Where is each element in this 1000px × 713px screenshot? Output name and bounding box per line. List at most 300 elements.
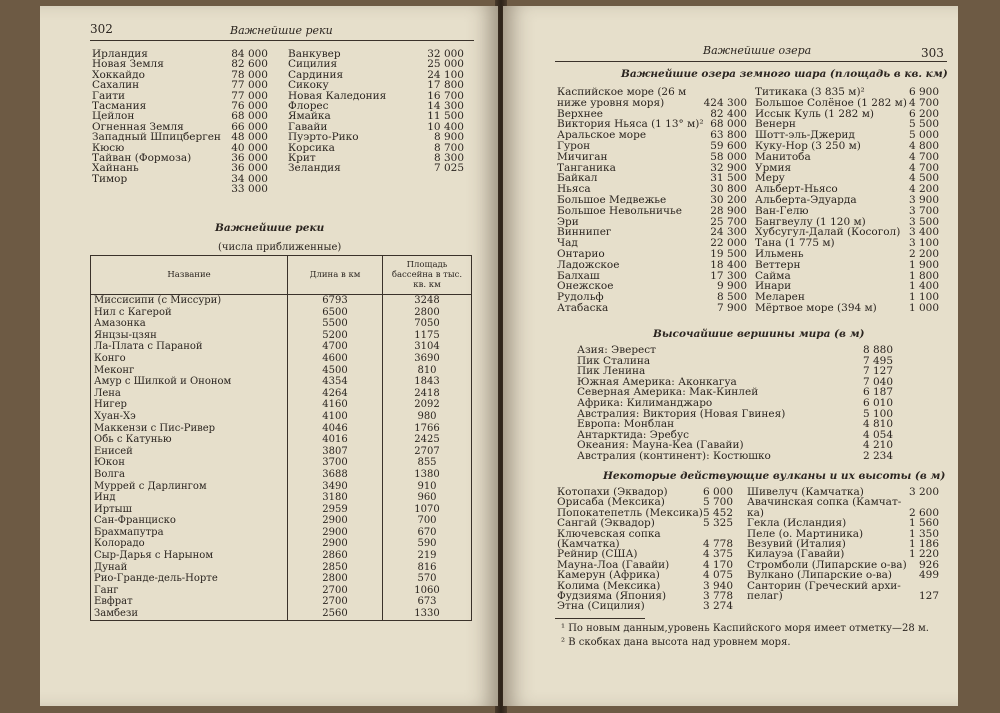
volcano-value: 3 940 xyxy=(702,579,733,592)
river-name: Янцзы-цзян xyxy=(91,330,288,342)
river-area: 570 xyxy=(383,573,472,585)
river-name: Лена xyxy=(91,388,288,400)
river-area: 816 xyxy=(383,562,472,574)
volcano-name: Ключевская сопка xyxy=(557,527,661,540)
peak-name: Европа: Монблан xyxy=(577,418,675,431)
island-value: 84 000 xyxy=(231,48,268,60)
island-value: 8 700 xyxy=(433,141,464,154)
table-row xyxy=(91,596,472,608)
river-area: 1766 xyxy=(383,423,472,435)
island-value: 8 900 xyxy=(433,131,464,144)
volcano-name: Рейнир (США) xyxy=(557,548,638,561)
table-row xyxy=(91,318,472,330)
island-name: Сикоку xyxy=(288,79,329,92)
lake-name: Урмия xyxy=(755,161,792,174)
lake-value: 6 900 xyxy=(908,86,939,98)
island-value: 16 700 xyxy=(427,89,464,102)
island-value: 11 500 xyxy=(427,110,464,123)
table-row xyxy=(91,365,472,377)
lake-value: 22 000 xyxy=(710,237,747,250)
island-value: 24 100 xyxy=(427,68,464,81)
lake-value: 30 200 xyxy=(710,194,747,206)
lake-value: 25 700 xyxy=(710,215,747,228)
river-area: 980 xyxy=(383,411,472,423)
lake-name: Большое Невольничье xyxy=(557,204,682,217)
island-value: 48 000 xyxy=(231,131,268,144)
footnote-2: ² В скобках дана высота над уровнем моря. xyxy=(561,637,791,648)
lake-name: Большое Медвежье xyxy=(557,194,667,206)
volcano-name: Килауэа (Гавайи) xyxy=(747,548,845,561)
lake-name: Тана (1 775 м) xyxy=(755,237,835,250)
island-value: 78 000 xyxy=(231,68,268,81)
lake-value: 1 400 xyxy=(908,280,939,293)
island-name: Гавайи xyxy=(288,120,328,133)
lake-name: Венерн xyxy=(755,118,796,131)
table-row xyxy=(91,434,472,446)
lake-value: 59 600 xyxy=(710,140,747,152)
table-row xyxy=(91,457,472,469)
lake-value: 4 700 xyxy=(908,96,939,109)
river-area: 2092 xyxy=(383,399,472,411)
peak-value: 5 100 xyxy=(862,407,893,420)
river-name: Меконг xyxy=(91,365,288,377)
lake-name: Большое Солёное (1 282 м) xyxy=(755,96,907,109)
peak-name: Африка: Килиманджаро xyxy=(577,397,713,409)
river-length: 4354 xyxy=(288,376,383,388)
table-row xyxy=(91,562,472,574)
table-row xyxy=(91,330,472,342)
island-name: Зеландия xyxy=(288,162,341,175)
lake-value: 6 200 xyxy=(908,107,939,120)
river-area: 1843 xyxy=(383,376,472,388)
volcano-value: 4 075 xyxy=(702,569,733,582)
volcano-value: 127 xyxy=(918,590,939,602)
river-length: 2860 xyxy=(288,550,383,562)
volcano-value: 4 375 xyxy=(702,548,733,561)
volcano-name: Котопахи (Эквадор) xyxy=(557,486,668,498)
rivers-subtitle: (числа приближенные) xyxy=(218,242,342,253)
river-name: Миссисипи (с Миссури) xyxy=(91,295,288,307)
island-value: 36 000 xyxy=(231,152,268,164)
river-name: Иртыш xyxy=(91,504,288,516)
lake-value: 1 800 xyxy=(908,269,939,282)
lake-value: 19 500 xyxy=(710,248,747,260)
river-name: Обь с Катунью xyxy=(91,434,288,446)
volcano-value: 3 778 xyxy=(702,590,733,602)
peak-value: 4 810 xyxy=(862,418,893,431)
lake-name: Ладожское xyxy=(557,258,620,271)
peak-value: 2 234 xyxy=(862,450,893,462)
river-area: 700 xyxy=(383,515,472,527)
river-area: 2800 xyxy=(383,307,472,319)
lake-value: 68 000 xyxy=(710,118,747,131)
lake-name: Аральское море xyxy=(557,129,647,142)
lake-value: 7 900 xyxy=(716,302,747,314)
volcano-name: Пеле (о. Мартиника) xyxy=(747,527,864,540)
peak-value: 7 495 xyxy=(862,354,893,367)
island-name: Хоккайдо xyxy=(92,68,145,81)
volcano-name: Фудзияма (Япония) xyxy=(557,590,667,602)
table-row xyxy=(91,469,472,481)
lake-value: 8 500 xyxy=(716,291,747,304)
island-name: Цейлон xyxy=(92,110,135,123)
lake-name: Чад xyxy=(557,237,578,250)
lake-name: Мичиган xyxy=(557,150,608,163)
table-row xyxy=(91,446,472,458)
river-length: 4160 xyxy=(288,399,383,411)
river-area: 1060 xyxy=(383,585,472,597)
lakes-title: Важнейшие озера земного шара (площадь в кв. км) xyxy=(621,68,948,80)
island-value: 7 025 xyxy=(433,162,464,175)
footnote-rule xyxy=(555,618,645,619)
river-area: 670 xyxy=(383,527,472,539)
river-length: 4046 xyxy=(288,423,383,435)
table-row xyxy=(91,585,472,597)
volcano-value: 5 325 xyxy=(702,517,733,530)
river-area: 810 xyxy=(383,365,472,377)
river-name: Сыр-Дарья с Нарыном xyxy=(91,550,288,562)
table-row xyxy=(91,376,472,388)
river-area: 3104 xyxy=(383,341,472,353)
river-length: 3688 xyxy=(288,469,383,481)
peak-name: Пик Ленина xyxy=(577,365,646,378)
lake-value: 31 500 xyxy=(710,172,747,185)
volcano-name: Авачинская сопка (Камчат- xyxy=(747,496,902,509)
river-name: Муррей с Дарлингом xyxy=(91,481,288,493)
island-value: 36 000 xyxy=(231,162,268,175)
river-area: 2425 xyxy=(383,434,472,446)
peak-value: 6 187 xyxy=(862,386,893,399)
island-name: Ирландия xyxy=(92,48,148,60)
rivers-title: Важнейшие реки xyxy=(215,222,325,234)
lake-name: Бангвеулу (1 120 м) xyxy=(755,215,866,228)
lake-name: Балхаш xyxy=(557,269,600,282)
river-name: Енисей xyxy=(91,446,288,458)
island-name: Сицилия xyxy=(288,58,338,71)
lake-name: Танганика xyxy=(557,161,616,174)
table-row xyxy=(91,411,472,423)
lake-name: Онежское xyxy=(557,280,614,293)
river-length: 3180 xyxy=(288,492,383,504)
river-area: 960 xyxy=(383,492,472,504)
island-name: Тайван (Формоза) xyxy=(92,152,192,164)
lake-value: 4 700 xyxy=(908,161,939,174)
lake-name: Верхнее xyxy=(557,107,603,120)
river-length: 4100 xyxy=(288,411,383,423)
lake-value: 424 300 xyxy=(703,96,747,109)
table-row xyxy=(91,608,472,620)
peak-name: Океания: Мауна-Кеа (Гавайи) xyxy=(577,439,744,452)
col-header-name: Название xyxy=(91,256,288,295)
table-row xyxy=(91,481,472,493)
river-area: 590 xyxy=(383,538,472,550)
river-area: 3248 xyxy=(383,295,472,307)
island-value: 76 000 xyxy=(231,100,268,112)
river-length: 4016 xyxy=(288,434,383,446)
volcano-name: Стромболи (Липарские о-ва) xyxy=(747,558,907,571)
island-name: Сардиния xyxy=(288,68,344,81)
lake-value: 18 400 xyxy=(710,258,747,271)
river-area: 855 xyxy=(383,457,472,469)
river-length: 3490 xyxy=(288,481,383,493)
river-length: 4500 xyxy=(288,365,383,377)
river-name: Волга xyxy=(91,469,288,481)
table-row xyxy=(91,353,472,365)
river-name: Ганг xyxy=(91,585,288,597)
river-length: 6793 xyxy=(288,295,383,307)
river-length: 2700 xyxy=(288,585,383,597)
river-area: 1380 xyxy=(383,469,472,481)
river-name: Нигер xyxy=(91,399,288,411)
river-length: 2560 xyxy=(288,608,383,620)
island-name: Флорес xyxy=(288,100,329,112)
table-row xyxy=(91,341,472,353)
river-length: 4264 xyxy=(288,388,383,400)
river-length: 4700 xyxy=(288,341,383,353)
island-name: Пуэрто-Рико xyxy=(288,131,359,144)
island-name: Ямайка xyxy=(288,110,331,123)
lake-value: 4 800 xyxy=(908,140,939,152)
volcano-name: Орисаба (Мексика) xyxy=(557,496,665,509)
island-value: 77 000 xyxy=(231,89,268,102)
river-length: 6500 xyxy=(288,307,383,319)
lake-name: Мёртвое море (394 м) xyxy=(755,302,877,314)
island-name: Новая Земля xyxy=(92,58,164,71)
peak-value: 4 054 xyxy=(862,428,893,441)
lake-value: 9 900 xyxy=(716,280,747,293)
volcano-name: Мауна-Лоа (Гавайи) xyxy=(557,558,670,571)
island-name: Западный Шпицберген xyxy=(92,131,221,144)
river-name: Инд xyxy=(91,492,288,504)
table-row xyxy=(91,307,472,319)
lake-name: Альберта-Эдуарда xyxy=(755,194,857,206)
island-value: 17 800 xyxy=(427,79,464,92)
river-length: 2900 xyxy=(288,515,383,527)
lake-value: 5 000 xyxy=(908,129,939,142)
peak-value: 7 127 xyxy=(862,365,893,378)
lake-name: Онтарио xyxy=(557,248,605,260)
lake-value: 32 900 xyxy=(710,161,747,174)
lake-name: Хубсугул-Далай (Косогол) xyxy=(755,226,901,239)
island-name: Ванкувер xyxy=(288,48,341,60)
lake-value: 1 900 xyxy=(908,258,939,271)
island-name: Крит xyxy=(288,152,316,164)
river-length: 2900 xyxy=(288,527,383,539)
river-length: 2900 xyxy=(288,538,383,550)
river-area: 2418 xyxy=(383,388,472,400)
volcano-value: 6 000 xyxy=(702,486,733,498)
island-name: Гаити xyxy=(92,89,126,102)
river-name: Амур с Шилкой и Ононом xyxy=(91,376,288,388)
river-area: 219 xyxy=(383,550,472,562)
peak-name: Азия: Эверест xyxy=(577,344,656,356)
volcano-value: 1 186 xyxy=(908,538,939,550)
river-length: 3807 xyxy=(288,446,383,458)
river-area: 1175 xyxy=(383,330,472,342)
island-name: Корсика xyxy=(288,141,335,154)
volcano-name: Гекла (Исландия) xyxy=(747,517,847,530)
river-area: 1330 xyxy=(383,608,472,620)
island-value: 82 600 xyxy=(231,58,268,71)
island-name: Тимор xyxy=(92,172,128,185)
lake-name: Виктория Ньяса (1 13° м)² xyxy=(557,118,704,131)
table-row xyxy=(91,492,472,504)
lake-name: Ньяса xyxy=(557,183,591,196)
volcano-name: Шивелуч (Камчатка) xyxy=(747,486,864,498)
lake-name: Эри xyxy=(557,215,579,228)
lake-name: Байкал xyxy=(557,172,598,185)
table-row xyxy=(91,527,472,539)
river-name: Ла-Плата с Параной xyxy=(91,341,288,353)
lake-value: 5 500 xyxy=(908,118,939,131)
lake-name: Атабаска xyxy=(557,302,609,314)
table-row xyxy=(91,423,472,435)
island-name: Новая Каледония xyxy=(288,89,387,102)
lake-name: Шотт-эль-Джерид xyxy=(755,129,855,142)
river-area: 7050 xyxy=(383,318,472,330)
lake-value: 4 200 xyxy=(908,183,939,196)
island-value: 66 000 xyxy=(231,120,268,133)
peak-name: Северная Америка: Мак-Кинлей xyxy=(577,386,759,399)
lake-name: Инари xyxy=(755,280,792,293)
river-area: 910 xyxy=(383,481,472,493)
lake-name: Каспийское море (26 м xyxy=(557,86,687,98)
volcano-value: 1 220 xyxy=(908,548,939,561)
lake-name: ниже уровня моря) xyxy=(557,96,665,109)
table-row xyxy=(91,573,472,585)
right-page-number: 303 xyxy=(921,46,944,60)
island-value: 8 300 xyxy=(433,152,464,164)
table-row xyxy=(91,388,472,400)
island-value: 40 000 xyxy=(231,141,268,154)
header-rule xyxy=(555,61,947,62)
lake-name: Сайма xyxy=(755,269,791,282)
lake-name: Титикака (3 835 м)² xyxy=(755,86,865,98)
left-page-number: 302 xyxy=(90,22,113,36)
lake-value: 1 100 xyxy=(908,291,939,304)
volcano-name: Вулкано (Липарские о-ва) xyxy=(747,569,893,582)
left-page xyxy=(40,6,498,706)
lake-value: 3 400 xyxy=(908,226,939,239)
lake-name: Меру xyxy=(755,172,785,185)
island-name: Тасмания xyxy=(92,100,147,112)
lake-name: Манитоба xyxy=(755,150,811,163)
river-area: 673 xyxy=(383,596,472,608)
island-value: 68 000 xyxy=(231,110,268,123)
volcano-name: Санторин (Греческий архи- xyxy=(747,579,901,592)
river-area: 2707 xyxy=(383,446,472,458)
lake-value: 3 500 xyxy=(908,215,939,228)
river-name: Сан-Франциско xyxy=(91,515,288,527)
lake-name: Рудольф xyxy=(557,291,604,304)
volcano-name: пелаг) xyxy=(747,590,783,602)
peak-name: Австралия: Виктория (Новая Гвинея) xyxy=(577,407,786,420)
volcano-value: 926 xyxy=(918,558,939,571)
volcano-name: (Камчатка) xyxy=(557,538,620,550)
river-name: Маккензи с Пис-Ривер xyxy=(91,423,288,435)
volcano-value: 1 350 xyxy=(908,527,939,540)
lake-name: Меларен xyxy=(755,291,805,304)
lake-value: 2 200 xyxy=(908,248,939,260)
volcano-name: Этна (Сицилия) xyxy=(557,600,645,613)
peak-value: 6 010 xyxy=(862,397,893,409)
volcano-name: ка) xyxy=(747,506,764,519)
river-name: Колорадо xyxy=(91,538,288,550)
volcano-value: 2 600 xyxy=(908,506,939,519)
island-value: 34 000 xyxy=(231,172,268,185)
volcano-value: 3 274 xyxy=(702,600,733,613)
island-name: Сахалин xyxy=(92,79,140,92)
river-area: 1070 xyxy=(383,504,472,516)
table-row xyxy=(91,295,472,307)
right-page-header: Важнейшие озера xyxy=(703,44,812,57)
volcano-value: 5 452 xyxy=(702,506,733,519)
river-name: Замбези xyxy=(91,608,288,620)
lake-name: Ильмень xyxy=(755,248,804,260)
lake-value: 3 700 xyxy=(908,204,939,217)
river-length: 2850 xyxy=(288,562,383,574)
island-value: 25 000 xyxy=(427,58,464,71)
header-rule xyxy=(90,40,474,41)
col-header-area: Площадь бассейна в тыс. кв. км xyxy=(383,256,472,295)
lake-value: 63 800 xyxy=(710,129,747,142)
peak-value: 7 040 xyxy=(862,375,893,388)
table-row xyxy=(91,538,472,550)
left-page-header: Важнейшие реки xyxy=(230,24,333,37)
river-name: Хуан-Хэ xyxy=(91,411,288,423)
table-row xyxy=(91,399,472,411)
island-name: Огненная Земля xyxy=(92,120,184,133)
island-value: 32 000 xyxy=(427,48,464,60)
peak-value: 4 210 xyxy=(862,439,893,452)
river-area: 3690 xyxy=(383,353,472,365)
river-length: 5200 xyxy=(288,330,383,342)
lake-value: 3 100 xyxy=(908,237,939,250)
volcano-value: 5 700 xyxy=(702,496,733,509)
volcano-name: Попокатепетль (Мексика) xyxy=(557,506,703,519)
footnote-1: ¹ По новым данным,уровень Каспийского моря имеет отметку—28 м. xyxy=(561,623,929,634)
lake-value: 17 300 xyxy=(710,269,747,282)
lake-name: Гурон xyxy=(557,140,591,152)
col-header-length: Длина в км xyxy=(288,256,383,295)
right-page xyxy=(503,6,958,706)
river-name: Рио-Гранде-дель-Норте xyxy=(91,573,288,585)
lake-value: 28 900 xyxy=(710,204,747,217)
volcano-value: 1 560 xyxy=(908,517,939,530)
lake-value: 24 300 xyxy=(710,226,747,239)
river-length: 5500 xyxy=(288,318,383,330)
lake-value: 30 800 xyxy=(710,183,747,196)
river-name: Юкон xyxy=(91,457,288,469)
volcano-title: Некоторые действующие вулканы и их высоты (в м) xyxy=(603,470,946,482)
island-value: 33 000 xyxy=(231,183,268,196)
volcano-name: Сангай (Эквадор) xyxy=(557,517,655,530)
island-name: Хайнань xyxy=(92,162,139,175)
river-name: Нил с Кагерой xyxy=(91,307,288,319)
island-name: Кюсю xyxy=(92,141,125,154)
volcano-name: Везувий (Италия) xyxy=(747,538,846,550)
river-name: Амазонка xyxy=(91,318,288,330)
table-row xyxy=(91,515,472,527)
river-length: 2700 xyxy=(288,596,383,608)
lake-value: 58 000 xyxy=(710,150,747,163)
peak-name: Пик Сталина xyxy=(577,354,651,367)
volcano-value: 4 778 xyxy=(702,538,733,550)
peak-name: Антарктида: Эребус xyxy=(577,428,690,441)
table-row xyxy=(91,550,472,562)
island-value: 77 000 xyxy=(231,79,268,92)
lake-name: Веттерн xyxy=(755,258,801,271)
